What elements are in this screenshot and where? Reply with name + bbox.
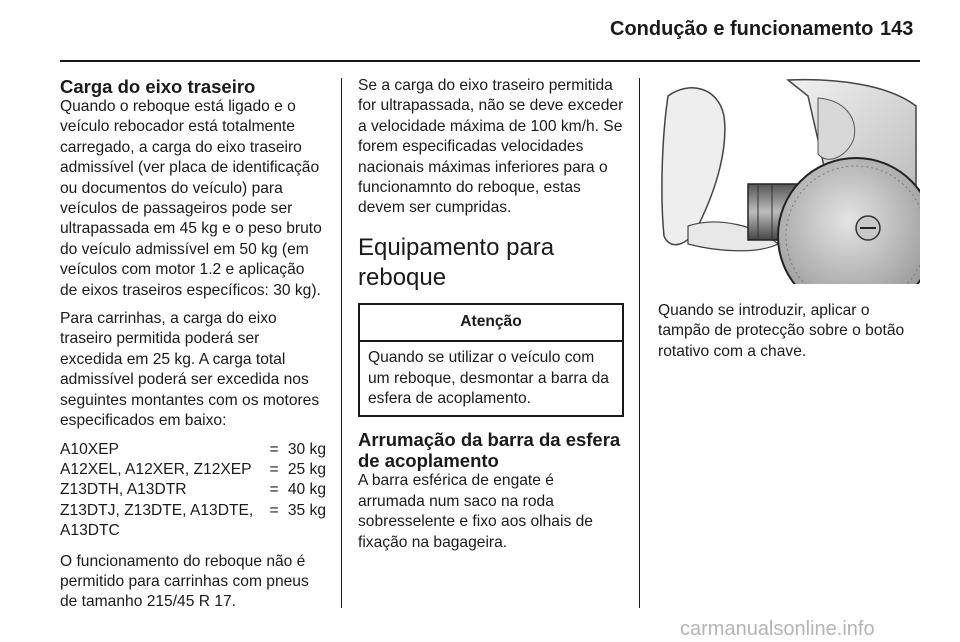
paragraph: A barra esférica de engate é arrumada num saco na roda sobresselente e fixo aos olhais de fixação na bagageira. — [358, 472, 593, 551]
spec-separator: = — [269, 460, 279, 478]
spec-separator: = — [269, 501, 279, 519]
paragraph: O funcionamento do reboque não é permitido para carrinhas com pneus de tamanho 215/45 R 17. — [60, 552, 309, 611]
spec-engine: A10XEP — [60, 440, 119, 458]
spec-engine: Z13DTH, A13DTR — [60, 481, 187, 499]
warning-text: Quando se utilizar o veículo com um reboque, desmontar a barra da esfera de acoplamento. — [368, 349, 609, 408]
paragraph: Se a carga do eixo traseiro permitida for ultrapassada, não se deve exceder a velocidade máxima de 100 km/h. Se forem especificadas velocidades nacionais máximas inferiores para o funcionamnto do reboque, estas devem ser cumpridas. — [358, 77, 624, 217]
page-number: 143 — [880, 18, 914, 40]
watermark: carmanualsonline.info — [680, 618, 875, 640]
right-column — [658, 301, 920, 370]
middle-column — [358, 76, 624, 561]
spec-value: 40 kg — [287, 481, 326, 499]
header-rule — [60, 60, 920, 62]
paragraph: Para carrinhas, a carga do eixo traseiro permitida poderá ser excedida em 25 kg. A carga total admissível poderá ser excedida nos seguintes montantes com os motores especificados em baixo: — [60, 310, 320, 430]
spec-value: 30 kg — [287, 440, 326, 458]
section-heading-towing-equipment: Equipamento para reboque — [358, 233, 555, 291]
section-heading-rear-axle-load: Carga do eixo traseiro — [60, 76, 256, 97]
spec-separator: = — [269, 440, 279, 458]
column-divider-right — [639, 78, 640, 608]
engine-spec-table — [60, 440, 326, 542]
spec-value: 25 kg — [287, 460, 326, 478]
warning-title: Atenção — [360, 305, 622, 342]
paragraph: Quando o reboque está ligado e o veículo rebocador está totalmente carregado, a carga do eixo traseiro admissível (ver placa de identificação ou documentos do veículo) para veículos de passageiros pode ser ultrapassada em 45 kg e o peso bruto do veículo admissível em 50 kg (em veículos com motor 1.2 e aplicação de eixos traseiros específicos: 30 kg). — [60, 98, 322, 299]
subheading-storage: Arrumação da barra da esfera de acoplamento — [358, 429, 621, 472]
spec-value: 35 kg — [287, 501, 326, 519]
header-title: Condução e funcionamento — [610, 18, 874, 40]
left-column — [60, 76, 326, 621]
spec-engine: Z13DTJ, Z13DTE, A13DTE, A13DTC — [60, 501, 254, 540]
spec-engine: A12XEL, A12XER, Z12XEP — [60, 460, 252, 478]
column-divider-left — [341, 78, 342, 608]
spec-separator: = — [269, 481, 279, 499]
figure-caption: Quando se introduzir, aplicar o tampão de protecção sobre o botão rotativo com a chave. — [658, 302, 905, 360]
warning-box — [358, 303, 624, 418]
towbar-cap-illustration — [658, 76, 920, 284]
